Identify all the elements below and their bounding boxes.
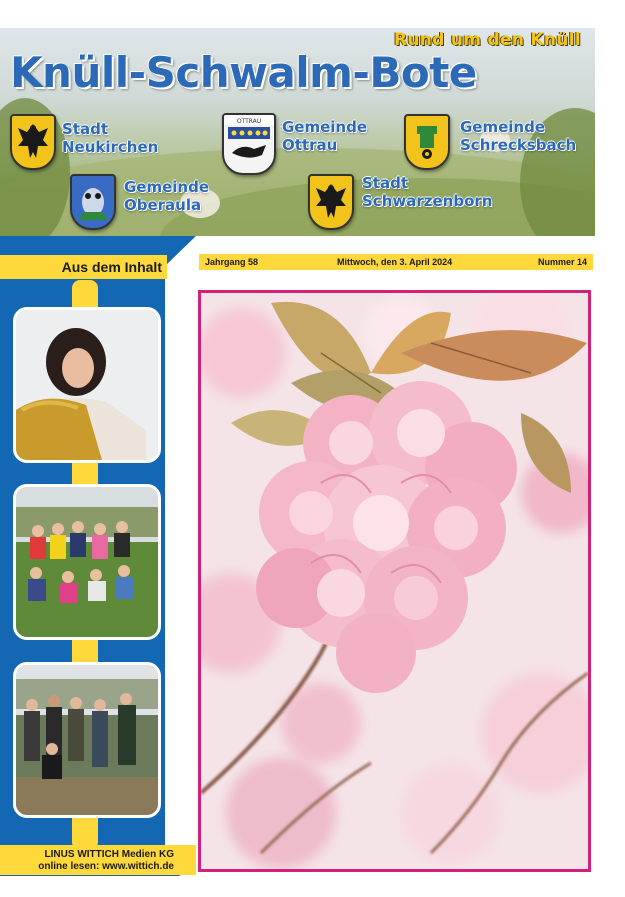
teaser-image-men[interactable] (13, 662, 161, 818)
cover-photo[interactable] (198, 290, 591, 872)
municipality-schwarzenborn (362, 174, 492, 210)
municipality-name: Schrecksbach (460, 136, 577, 154)
sidebar-heading: Aus dem Inhalt (61, 259, 162, 275)
municipality-ottrau (282, 118, 367, 154)
fox-crest-icon (222, 113, 276, 175)
eagle-crest-icon (10, 114, 56, 170)
teaser-image-children[interactable] (13, 484, 161, 640)
crest-caption: OTTRAU (236, 118, 262, 125)
issue-volume: Jahrgang 58 (205, 257, 259, 267)
mortar-crest-icon (404, 114, 450, 170)
publisher-imprint (0, 849, 174, 873)
municipality-type: Stadt (62, 120, 109, 138)
newspaper-title: Knüll-Schwalm-Bote (10, 48, 477, 97)
issue-info-bar (199, 254, 593, 270)
municipality-type: Gemeinde (282, 118, 368, 136)
eagle-crest-icon (308, 174, 354, 230)
publisher-website[interactable]: online lesen: www.wittich.de (38, 861, 174, 872)
municipality-type: Stadt (362, 174, 409, 192)
municipality-neukirchen (62, 120, 158, 156)
municipality-name: Oberaula (124, 196, 202, 214)
municipality-name: Neukirchen (62, 138, 159, 156)
municipality-name: Ottrau (282, 136, 338, 154)
issue-date: Mittwoch, den 3. April 2024 (337, 257, 453, 267)
municipality-oberaula (124, 178, 209, 214)
masthead (0, 28, 595, 236)
municipality-type: Gemeinde (460, 118, 546, 136)
owl-crest-icon (70, 174, 116, 230)
municipality-type: Gemeinde (124, 178, 210, 196)
municipality-name: Schwarzenborn (362, 192, 493, 210)
municipality-schrecksbach (460, 118, 576, 154)
issue-number: Nummer 14 (537, 257, 587, 267)
publisher-name: LINUS WITTICH Medien KG (44, 849, 174, 860)
teaser-image-portrait[interactable] (13, 307, 161, 463)
masthead-tagline: Rund um den Knüll (394, 30, 581, 50)
